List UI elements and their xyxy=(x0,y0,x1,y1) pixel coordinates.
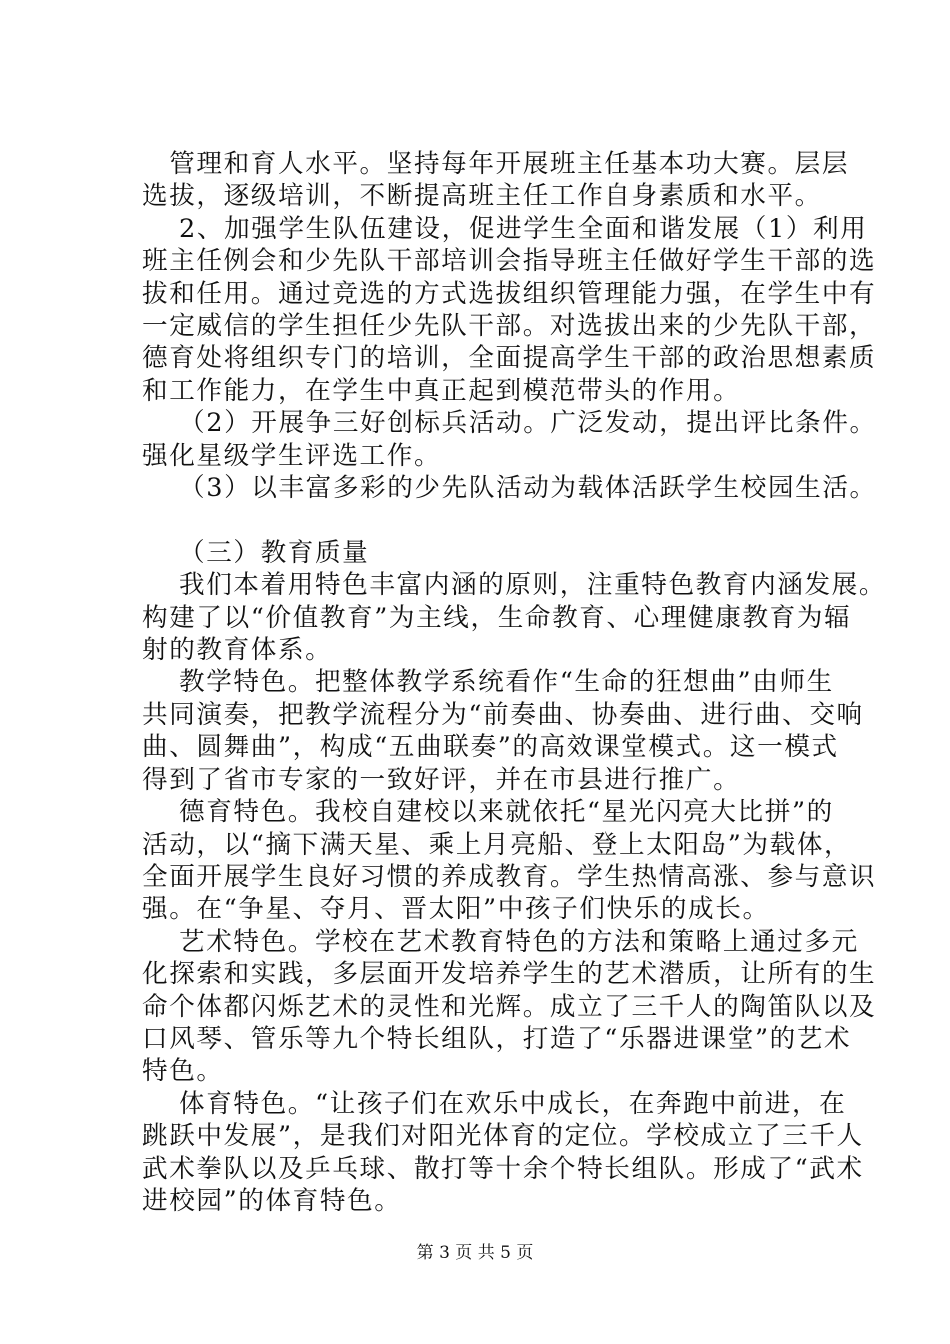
text-line: 体育特色。“让孩子们在欢乐中成长，在奔跑中前进，在 xyxy=(179,1088,847,1119)
paragraph-p10 xyxy=(142,1088,864,1218)
paragraph-p6 xyxy=(142,569,887,666)
text-line: （2）开展争三好创标兵活动。广泛发动，提出评比条件。 xyxy=(179,408,877,439)
text-line: 和工作能力，在学生中真正起到模范带头的作用。 xyxy=(142,375,741,406)
text-line: 共同演奏，把教学流程分为“前奏曲、协奏曲、进行曲、交响 xyxy=(142,699,864,730)
text-line: 射的教育体系。 xyxy=(142,635,333,666)
text-line: 命个体都闪烁艺术的灵性和光辉。成立了三千人的陶笛队以及 xyxy=(142,991,877,1022)
text-line: 强。在“争星、夺月、晋太阳”中孩子们快乐的成长。 xyxy=(142,894,770,925)
page-number: 第 3 页 共 5 页 xyxy=(416,1243,534,1263)
text-line: 教学特色。把整体教学系统看作“生命的狂想曲”由师生 xyxy=(179,667,834,698)
text-line: 2、加强学生队伍建设，促进学生全面和谐发展（1）利用 xyxy=(179,213,868,244)
paragraph-p2 xyxy=(142,213,877,407)
text-line: 口风琴、管乐等九个特长组队，打造了“乐器进课堂”的艺术 xyxy=(142,1023,852,1054)
text-line: 艺术特色。学校在艺术教育特色的方法和策略上通过多元 xyxy=(179,926,859,957)
text-line: 强化星级学生评选工作。 xyxy=(142,440,442,471)
text-line: 得到了省市专家的一致好评，并在市县进行推广。 xyxy=(142,764,741,795)
paragraph-p8 xyxy=(142,796,877,926)
text-line: 跳跃中发展”，是我们对阳光体育的定位。学校成立了三千人 xyxy=(142,1121,864,1152)
text-line: （三）教育质量 xyxy=(179,537,370,568)
paragraph-p3 xyxy=(142,407,877,472)
text-line: 曲、圆舞曲”，构成“五曲联奏”的高效课堂模式。这一模式 xyxy=(142,732,839,763)
text-line: 拔和任用。通过竞选的方式选拔组织管理能力强，在学生中有 xyxy=(142,278,877,309)
paragraph-p1 xyxy=(142,148,850,213)
text-line: 全面开展学生良好习惯的养成教育。学生热情高涨、参与意识 xyxy=(142,861,877,892)
text-line: 管理和育人水平。坚持每年开展班主任基本功大赛。层层 xyxy=(142,149,850,179)
paragraph-blank xyxy=(142,504,822,536)
text-line: 班主任例会和少先队干部培训会指导班主任做好学生干部的选 xyxy=(142,246,877,277)
document-body xyxy=(142,148,887,1217)
text-line: 一定威信的学生担任少先队干部。对选拔出来的少先队干部， xyxy=(142,311,877,342)
text-line: 化探索和实践，多层面开发培养学生的艺术潜质，让所有的生 xyxy=(142,959,877,990)
paragraph-p4 xyxy=(142,472,877,504)
text-line xyxy=(142,504,822,536)
text-line: 活动，以“摘下满天星、乘上月亮船、登上太阳岛”为载体， xyxy=(142,829,852,860)
paragraph-p7 xyxy=(142,666,864,796)
paragraph-p5 xyxy=(142,537,822,569)
text-line: 武术拳队以及乒乓球、散打等十余个特长组队。形成了“武术 xyxy=(142,1153,864,1184)
paragraph-p9 xyxy=(142,926,877,1088)
text-line: 构建了以“价值教育”为主线，生命教育、心理健康教育为辐 xyxy=(142,602,852,633)
text-line: 德育特色。我校自建校以来就依托“星光闪亮大比拼”的 xyxy=(179,797,834,828)
text-line: 选拔，逐级培训，不断提高班主任工作自身素质和水平。 xyxy=(142,181,822,212)
text-line: 德育处将组织专门的培训，全面提高学生干部的政治思想素质 xyxy=(142,343,877,374)
text-line: 特色。 xyxy=(142,1056,224,1087)
text-line: （3）以丰富多彩的少先队活动为载体活跃学生校园生活。 xyxy=(179,473,877,504)
text-line: 我们本着用特色丰富内涵的原则，注重特色教育内涵发展。 xyxy=(179,570,887,601)
text-line: 进校园”的体育特色。 xyxy=(142,1185,402,1216)
